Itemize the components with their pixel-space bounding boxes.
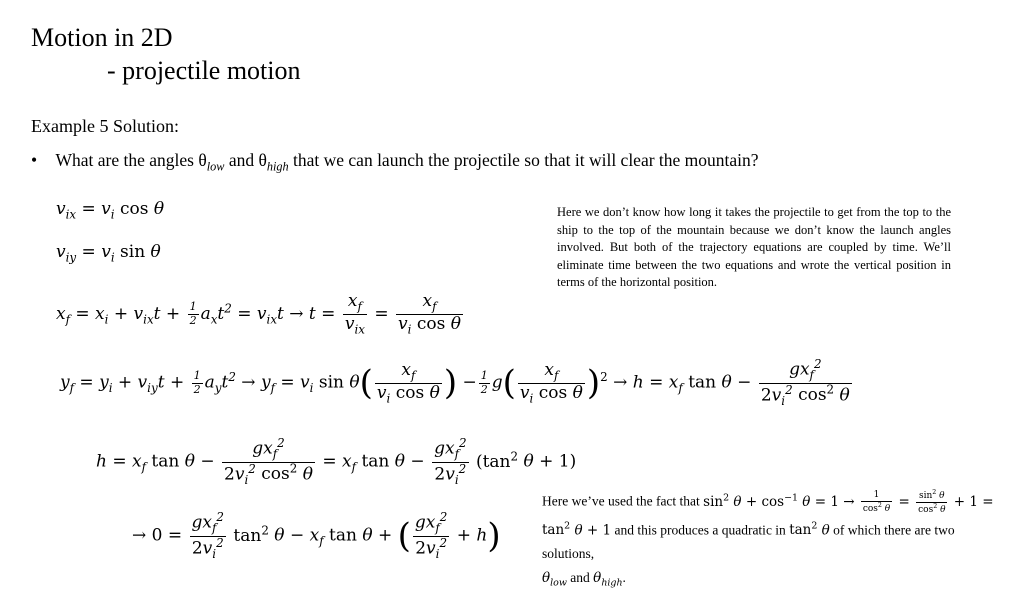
equation-h: $h = x_f$ tan θ − $\frac{gx_f^2}{2v_i^2 \cos^2 \theta}$ = $x_f$ tan θ − $\frac{gx_f^2}{2v_i^2}$ ($\tan^2$ θ + 1) (96, 436, 577, 487)
page-subtitle: - projectile motion (107, 56, 301, 85)
equation-quadratic: → 0 = $\frac{gx_f^2}{2v_i^2}$ $\tan^2 \theta - x_f$ tan θ + ( $\frac{gx_f^2}{2v_i^2}$ + h) (132, 510, 501, 561)
equation-viy: $v_{iy} = v_i$ sin θ (56, 242, 161, 265)
equation-vix: $v_{ix} = v_i$ cos θ (56, 199, 165, 222)
bullet-marker: • (31, 150, 38, 170)
page-title: Motion in 2D (31, 23, 173, 52)
explanation-note-identity: Here we’ve used the fact that $\sin^2 \theta + \cos^{-1} \theta = 1$ → $\frac{1}{\cos^2 \theta}$ = $\frac{\sin^2 \theta}{\cos^2 \theta}$ + 1 = $\tan^2 \theta + 1$ and this produces a quadratic in $\tan^2 \theta$ of which there are two solutions, $\theta_{low}$ and $\theta_{high}$. (542, 489, 994, 590)
question-bullet (31, 150, 759, 175)
explanation-note-time: Here we don’t know how long it takes the projectile to get from the top to the ship to the top of the mountain because we don’t know the launch angles involved. But both of the trajectory equations are coupled by time. We’ll eliminate time between the two equations and wrote the vertical position in terms of the horizontal position. (557, 205, 951, 290)
equation-yf: $y_f = y_i + v_{iy}t$ + $\frac{1}{2}$ $a_yt^2 \to y_f = v_i$ sin θ( $\frac{x_f}{v_i \cos \theta}$ ) − $\frac{1}{2}$ g( $\frac{x_f}{v_i \cos \theta}$ )$^2 \to h = x_f$ tan θ − $\frac{gx_f^2}{2v_i^2 \cos^2 \theta}$ (60, 357, 850, 408)
question-text: What are the angles $\theta_{low}$ and $\theta_{high}$ that we can launch the projectile so that it will clear the mountain? (55, 150, 759, 174)
example-heading: Example 5 Solution: (31, 116, 179, 136)
equation-xf: $x_f = x_i + v_{ix}t$ + $\frac{1}{2}$ $a_xt^2 = v_{ix}t \to t$ = $\frac{x_f}{v_{ix}}$ = $\frac{x_f}{v_i \cos \theta}$ (56, 291, 461, 337)
